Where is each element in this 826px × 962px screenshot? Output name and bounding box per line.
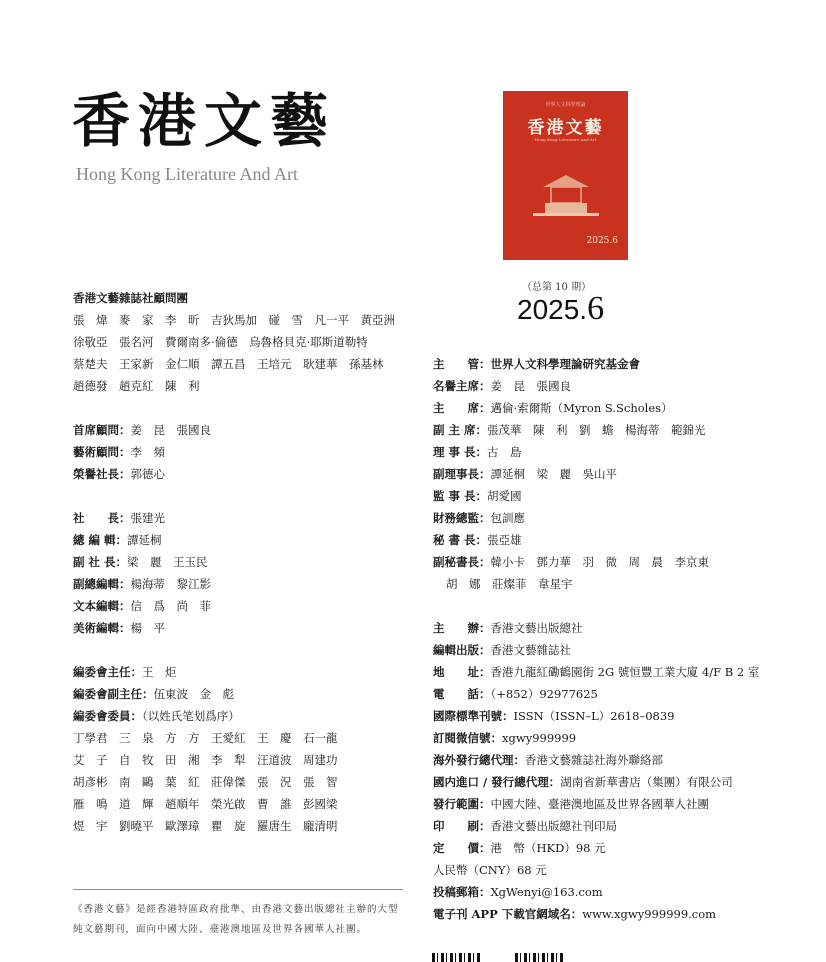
role-value: 楊 平: [130, 621, 165, 635]
info-line: [433, 513, 525, 525]
role-label: 藝術顧問：: [73, 445, 131, 459]
issue-date: [517, 290, 604, 328]
role-label: 榮譽社長：: [73, 467, 131, 481]
info-label: 主 管：: [433, 357, 491, 371]
info-value: 包訓應: [490, 511, 525, 525]
footer-divider: [73, 889, 403, 890]
info-value: 胡愛國: [487, 489, 522, 503]
info-value: 邁倫·索爾斯（Myron S.Scholes）: [490, 401, 673, 415]
committee-row: 胡彥彬 南 鷗 葉 紅 莊偉傑 張 況 張 智: [73, 775, 338, 789]
committee-value: （以姓氏笔划爲序）: [142, 709, 240, 723]
committee-value: 王 炬: [142, 665, 177, 679]
info-value: （+852）92977625: [490, 687, 598, 701]
qr-code-icon: [515, 953, 563, 962]
role-line: [73, 469, 165, 481]
role-line: [73, 535, 162, 547]
role-line: [73, 623, 165, 635]
committee-row: 丁學君 三 泉 方 方 王愛紅 王 慶 石一龍: [73, 731, 338, 745]
cover-issue: 2025.6: [586, 236, 618, 246]
role-line: [73, 425, 211, 437]
info-line: [433, 777, 733, 789]
info-value: 張亞雄: [487, 533, 522, 547]
info-value: 香港九龍紅磡鶴園街 2G 號恒豐工業大廈 4/F B 2 室: [490, 665, 760, 679]
email-link[interactable]: XgWenyi@163.com: [490, 885, 603, 899]
info-label: 國内進口 / 發行總代理：: [433, 775, 561, 789]
info-line: [433, 689, 598, 701]
cover-top-text: 世界人文科學理論: [545, 102, 586, 108]
info-line: [433, 887, 603, 899]
info-label: 編輯出版：: [433, 643, 491, 657]
info-value: 中國大陸、臺港澳地區及世界各國華人社團: [490, 797, 709, 811]
info-line: [433, 491, 522, 503]
info-line: [433, 667, 759, 679]
info-value: xgwy999999: [502, 731, 577, 745]
committee-row: 艾 子 自 牧 田 湘 李 犁 汪道波 周建功: [73, 753, 338, 767]
info-label: 地 址：: [433, 665, 491, 679]
info-line: [433, 359, 640, 371]
masthead-english-title: Hong Kong Literature And Art: [76, 164, 298, 184]
info-line: [433, 799, 709, 811]
info-line: [433, 403, 673, 415]
role-label: 文本編輯：: [73, 599, 131, 613]
info-label: 定 價：: [433, 841, 491, 855]
info-value: 姜 昆 張國良: [490, 379, 571, 393]
info-line: [433, 711, 675, 723]
role-line: [73, 513, 165, 525]
role-value: 姜 昆 張國良: [130, 423, 211, 437]
info-value: 世界人文科學理論研究基金會: [490, 357, 640, 371]
info-line: [433, 535, 522, 547]
committee-label: 編委會委員：: [73, 709, 142, 723]
role-value: 張建光: [130, 511, 165, 525]
info-label: 主 席：: [433, 401, 491, 415]
info-line: [433, 447, 522, 459]
website-link[interactable]: www.xgwy999999.com: [582, 907, 717, 921]
info-line: [433, 557, 709, 569]
info-line: [433, 821, 617, 833]
info-label: 秘 書 長：: [433, 533, 488, 547]
info-label: 副秘書長：: [433, 555, 491, 569]
role-label: 副總編輯：: [73, 577, 131, 591]
info-label: 電子刊 APP 下載官網域名：: [433, 907, 583, 921]
role-line: [73, 579, 211, 591]
info-value: 香港文藝出版總社刊印局: [490, 819, 617, 833]
price-rmb: 人民幣（CNY）68 元: [433, 863, 547, 877]
info-value: 港 幣（HKD）98 元: [490, 841, 606, 855]
advisors-row: 蔡楚夫 王家新 金仁順 譚五昌 王培元 耿建華 孫基林: [73, 357, 384, 371]
info-line: [433, 623, 583, 635]
advisors-row: 趙德發 趙克紅 陳 利: [73, 379, 200, 393]
info-line: [433, 733, 576, 745]
info-label: 國際標準刊號：: [433, 709, 514, 723]
role-line: [73, 447, 165, 459]
committee-label: 編委會副主任：: [73, 687, 154, 701]
info-line: [433, 381, 571, 393]
role-value: 李 頻: [130, 445, 165, 459]
info-value: 韓小卡 鄧力華 羽 微 周 晨 李京東: [490, 555, 709, 569]
cover-pavilion-illustration: [503, 91, 628, 260]
role-value: 信 爲 尚 菲: [130, 599, 211, 613]
role-label: 首席顧問：: [73, 423, 131, 437]
role-value: 楊海蒂 黎江影: [130, 577, 211, 591]
info-label: 財務總監：: [433, 511, 491, 525]
info-value: 古 島: [487, 445, 522, 459]
info-label: 海外發行總代理：: [433, 753, 525, 767]
committee-row: 雁 鳴 道 輝 趙順年 榮光啟 曹 誰 彭國梁: [73, 797, 338, 811]
info-label: 主 辦：: [433, 621, 491, 635]
info-line: [433, 645, 571, 657]
footer-note: 《香港文藝》是經香港特區政府批準、由香港文藝出版總社主辦的大型純文藝期刊，面向中國大陸、臺港澳地區及世界各國華人社團。: [73, 904, 399, 935]
info-line: [433, 755, 663, 767]
info-value: 香港文藝雜誌社: [490, 643, 571, 657]
info-label: 理 事 長：: [433, 445, 488, 459]
role-label: 社 長：: [73, 511, 131, 525]
issue-count: （总第 10 期）: [522, 282, 592, 293]
role-line: [73, 557, 208, 569]
cover-subtitle: Hong Kong Literature And Art: [534, 137, 597, 142]
role-value: 梁 麗 王玉民: [127, 555, 208, 569]
committee-line: [73, 667, 177, 679]
info-continuation: 胡 娜 莊燦菲 韋星宇: [446, 577, 573, 591]
info-value: 譚延桐 梁 麗 吳山平: [490, 467, 617, 481]
info-label: 副 主 席：: [433, 423, 488, 437]
info-label: 電 話：: [433, 687, 491, 701]
cover-title: 香港文藝: [527, 118, 604, 138]
advisors-row: 張 煒 麥 家 李 昕 吉狄馬加 碰 雪 凡一平 黄亞洲: [73, 313, 395, 327]
info-value: 香港文藝出版總社: [490, 621, 583, 635]
role-line: [73, 601, 211, 613]
info-line: [433, 425, 706, 437]
info-line: [433, 469, 617, 481]
committee-line: [73, 689, 234, 701]
role-label: 美術編輯：: [73, 621, 131, 635]
info-label: 投稿郵箱：: [433, 885, 491, 899]
committee-row: 煜 宇 劉曉平 歐澤璋 瞿 旋 羅唐生 龐清明: [73, 819, 338, 833]
info-label: 訂閱微信號：: [433, 731, 502, 745]
committee-line: [73, 711, 240, 723]
issue-year: 2025.: [517, 294, 588, 325]
info-label: 副理事長：: [433, 467, 491, 481]
masthead-logo: 香港文藝: [72, 87, 337, 155]
info-value: 湖南省新華書店（集團）有限公司: [560, 775, 733, 789]
info-line: [433, 843, 606, 855]
info-line: [433, 909, 716, 921]
info-label: 發行範圍：: [433, 797, 491, 811]
committee-label: 編委會主任：: [73, 665, 142, 679]
info-value: ISSN（ISSN–L）2618–0839: [513, 709, 675, 723]
advisors-title: 香港文藝雜誌社顧問團: [73, 291, 188, 305]
info-label: 印 刷：: [433, 819, 491, 833]
qr-code-icon: [432, 953, 480, 962]
role-label: 副 社 長：: [73, 555, 128, 569]
role-value: 譚延桐: [127, 533, 162, 547]
info-label: 名譽主席：: [433, 379, 491, 393]
info-value: 香港文藝雜誌社海外聯絡部: [525, 753, 663, 767]
role-value: 郭德心: [130, 467, 165, 481]
committee-value: 伍東波 金 彪: [153, 687, 234, 701]
info-value: 張茂華 陳 利 劉 蟾 楊海蒂 範錦光: [487, 423, 706, 437]
issue-month: 6: [587, 290, 605, 327]
cover-thumbnail: [503, 91, 628, 260]
role-label: 總 編 輯：: [73, 533, 128, 547]
advisors-row: 徐敬亞 張名河 費爾南多·倫德 烏魯格貝克·耶斯道勒特: [73, 335, 368, 349]
info-label: 監 事 長：: [433, 489, 488, 503]
